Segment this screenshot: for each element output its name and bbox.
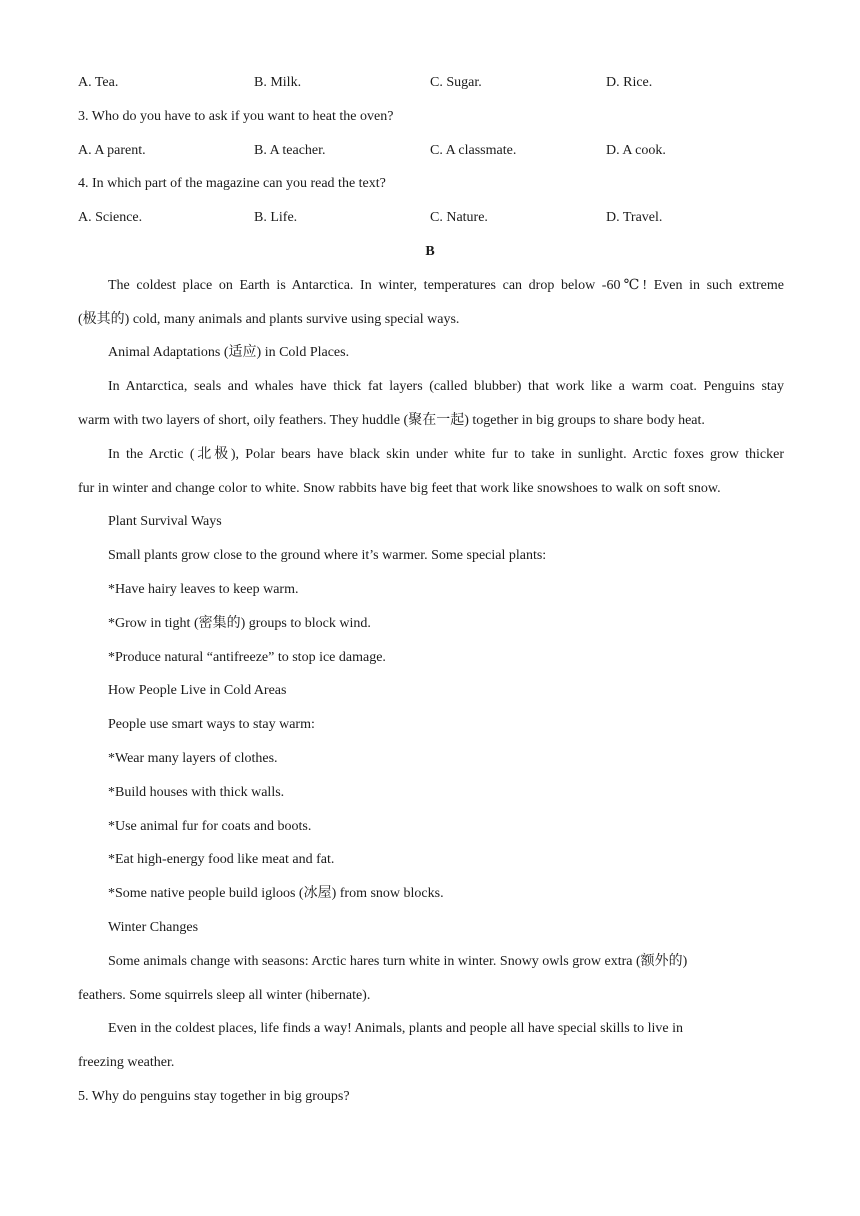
question-5-text: 5. Why do penguins stay together in big groups? bbox=[78, 1089, 350, 1104]
question-4-text: 4. In which part of the magazine can you read the text? bbox=[78, 176, 386, 191]
passage-paragraph-1-line-1: The coldest place on Earth is Antarctica. In winter, temperatures can drop below -60℃! Even in such extreme bbox=[108, 278, 784, 293]
subheading-winter-changes: Winter Changes bbox=[108, 920, 199, 935]
people-list-item: *Build houses with thick walls. bbox=[108, 785, 285, 800]
q2-option-c[interactable]: C. Sugar. bbox=[430, 75, 482, 90]
passage-paragraph-6-line-1: Some animals change with seasons: Arctic hares turn white in winter. Snowy owls grow extra (额外的) bbox=[108, 954, 688, 969]
subheading-people-cold-areas: How People Live in Cold Areas bbox=[108, 683, 287, 698]
plant-list-item: *Have hairy leaves to keep warm. bbox=[108, 582, 299, 597]
subheading-plant-survival: Plant Survival Ways bbox=[108, 514, 222, 529]
passage-paragraph-4: Small plants grow close to the ground where it’s warmer. Some special plants: bbox=[108, 548, 547, 563]
q3-option-a[interactable]: A. A parent. bbox=[78, 143, 146, 158]
q3-option-d[interactable]: D. A cook. bbox=[606, 143, 666, 158]
q3-option-b[interactable]: B. A teacher. bbox=[254, 143, 326, 158]
q4-option-b[interactable]: B. Life. bbox=[254, 210, 298, 225]
passage-paragraph-1-line-2: (极其的) cold, many animals and plants survive using special ways. bbox=[78, 312, 460, 327]
plant-list-item: *Produce natural “antifreeze” to stop ice damage. bbox=[108, 650, 386, 665]
question-3-text: 3. Who do you have to ask if you want to heat the oven? bbox=[78, 109, 394, 124]
passage-paragraph-7-line-2: freezing weather. bbox=[78, 1055, 175, 1070]
passage-paragraph-6-line-2: feathers. Some squirrels sleep all winter (hibernate). bbox=[78, 988, 371, 1003]
q3-option-c[interactable]: C. A classmate. bbox=[430, 143, 517, 158]
section-heading: B bbox=[425, 244, 435, 259]
passage-paragraph-5: People use smart ways to stay warm: bbox=[108, 717, 315, 732]
q2-option-a[interactable]: A. Tea. bbox=[78, 75, 119, 90]
passage-paragraph-2-line-1: In Antarctica, seals and whales have thick fat layers (called blubber) that work like a warm coat. Penguins stay bbox=[108, 379, 784, 394]
plant-list-item: *Grow in tight (密集的) groups to block wind. bbox=[108, 616, 371, 631]
people-list-item: *Use animal fur for coats and boots. bbox=[108, 819, 312, 834]
q4-option-a[interactable]: A. Science. bbox=[78, 210, 143, 225]
q2-option-d[interactable]: D. Rice. bbox=[606, 75, 653, 90]
q4-option-c[interactable]: C. Nature. bbox=[430, 210, 488, 225]
passage-paragraph-2-line-2: warm with two layers of short, oily feathers. They huddle (聚在一起) together in big groups to share body heat. bbox=[78, 413, 705, 428]
passage-paragraph-7-line-1: Even in the coldest places, life finds a way! Animals, plants and people all have special skills to live in bbox=[108, 1021, 684, 1036]
subheading-animal-adaptations: Animal Adaptations (适应) in Cold Places. bbox=[108, 345, 350, 360]
people-list-item: *Some native people build igloos (冰屋) from snow blocks. bbox=[108, 886, 444, 901]
people-list-item: *Eat high-energy food like meat and fat. bbox=[108, 852, 335, 867]
q2-option-b[interactable]: B. Milk. bbox=[254, 75, 302, 90]
q4-option-d[interactable]: D. Travel. bbox=[606, 210, 663, 225]
passage-paragraph-3-line-2: fur in winter and change color to white. Snow rabbits have big feet that work like snowshoes to walk on soft snow. bbox=[78, 481, 721, 496]
passage-paragraph-3-line-1: In the Arctic (北极), Polar bears have black skin under white fur to take in sunlight. Arctic foxes grow thicker bbox=[108, 447, 784, 462]
people-list-item: *Wear many layers of clothes. bbox=[108, 751, 278, 766]
